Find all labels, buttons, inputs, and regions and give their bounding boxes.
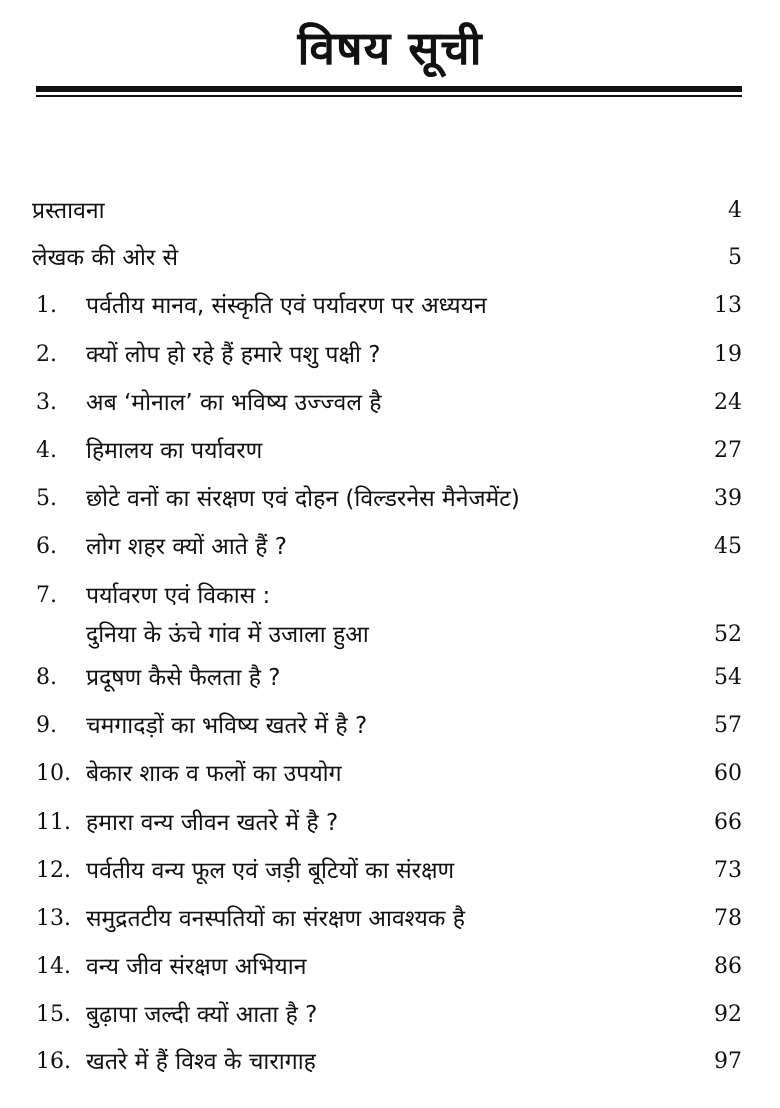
toc-entry <box>0 479 780 519</box>
toc-entry <box>0 851 780 891</box>
toc-entry-number: 7. <box>36 583 57 608</box>
toc-entry-title: हिमालय का पर्यावरण <box>86 438 263 464</box>
toc-entry-title: प्रस्तावना <box>32 198 105 224</box>
toc-entry <box>0 1042 780 1082</box>
toc-entry-page: 4 <box>728 198 742 223</box>
toc-entry <box>0 576 780 616</box>
toc-entry-title: छोटे वनों का संरक्षण एवं दोहन (विल्डरनेस मैनेजमेंट) <box>86 486 520 512</box>
toc-entry-page: 24 <box>714 390 742 415</box>
toc-entry-number: 2. <box>36 342 57 367</box>
toc-entry-number: 4. <box>36 438 57 463</box>
toc-entry-title: लोग शहर क्यों आते हैं ? <box>86 534 287 560</box>
toc-entry <box>0 383 780 423</box>
toc-entry-number: 12. <box>36 858 71 883</box>
toc-entry-page: 78 <box>714 906 742 931</box>
toc-entry-page: 73 <box>714 858 742 883</box>
toc-entry <box>0 191 780 231</box>
toc-entry-title: समुद्रतटीय वनस्पतियों का संरक्षण आवश्यक है <box>86 906 465 932</box>
toc-entry-number: 3. <box>36 390 57 415</box>
toc-entry-title: हमारा वन्य जीवन खतरे में है ? <box>86 810 339 836</box>
toc-entry <box>0 995 780 1035</box>
toc-entry-number: 13. <box>36 906 71 931</box>
toc-entry-number: 15. <box>36 1002 71 1027</box>
toc-entry-page: 92 <box>714 1002 742 1027</box>
toc-entry <box>0 754 780 794</box>
toc-entry-number: 5. <box>36 486 57 511</box>
toc-entry-title: प्रदूषण कैसे फैलता है ? <box>86 665 281 691</box>
toc-entry-title: बुढ़ापा जल्दी क्यों आता है ? <box>86 1002 318 1028</box>
toc-entry <box>0 899 780 939</box>
toc-entry-page: 60 <box>714 761 742 786</box>
toc-entry-title: वन्य जीव संरक्षण अभियान <box>86 954 307 980</box>
toc-entry-title: दुनिया के ऊंचे गांव में उजाला हुआ <box>86 622 369 648</box>
toc-entry-title: क्यों लोप हो रहे हैं हमारे पशु पक्षी ? <box>86 342 381 368</box>
toc-entry-number: 1. <box>36 293 57 318</box>
toc-entry-title: पर्वतीय मानव, संस्कृति एवं पर्यावरण पर अध्ययन <box>86 293 487 319</box>
page-title: विषय सूची <box>297 21 483 75</box>
toc-entry <box>0 431 780 471</box>
toc-entry-number: 10. <box>36 761 71 786</box>
toc-entry-title: पर्यावरण एवं विकास : <box>86 583 271 609</box>
toc-entry-page: 97 <box>714 1049 742 1074</box>
toc-entry-title: पर्वतीय वन्य फूल एवं जड़ी बूटियों का संरक्षण <box>86 858 455 884</box>
toc-entry <box>0 803 780 843</box>
toc-entry-page: 66 <box>714 810 742 835</box>
toc-entry-number: 11. <box>36 810 71 835</box>
toc-entry-page: 19 <box>714 342 742 367</box>
toc-entry-page: 86 <box>714 954 742 979</box>
toc-entry-page: 45 <box>714 534 742 559</box>
toc-entry-page: 13 <box>714 293 742 318</box>
toc-entry-page: 54 <box>714 665 742 690</box>
toc-entry <box>0 947 780 987</box>
toc-entry-title: चमगादड़ों का भविष्य खतरे में है ? <box>86 713 368 739</box>
toc-entry-title: अब ‘मोनाल’ का भविष्य उज्ज्वल है <box>86 390 382 416</box>
toc-entry <box>0 706 780 746</box>
toc-entry-title: खतरे में हैं विश्व के चारागाह <box>86 1049 316 1075</box>
toc-entry-page: 39 <box>714 486 742 511</box>
toc-entry <box>0 527 780 567</box>
toc-entry <box>0 335 780 375</box>
toc-entry-page: 5 <box>728 245 742 270</box>
toc-entry-title: बेकार शाक व फलों का उपयोग <box>86 761 342 787</box>
toc-entry-title: लेखक की ओर से <box>32 245 179 271</box>
toc-entry-number: 8. <box>36 665 57 690</box>
toc-entry-page: 57 <box>714 713 742 738</box>
toc-entry-number: 9. <box>36 713 57 738</box>
toc-entry-number: 16. <box>36 1049 71 1074</box>
toc-entry-continuation <box>0 615 780 655</box>
toc-entry <box>0 286 780 326</box>
toc-entry-page: 52 <box>714 622 742 647</box>
toc-entry-page: 27 <box>714 438 742 463</box>
toc-entry <box>0 658 780 698</box>
toc-entry <box>0 238 780 278</box>
toc-entry-number: 14. <box>36 954 71 979</box>
toc-entry-number: 6. <box>36 534 57 559</box>
